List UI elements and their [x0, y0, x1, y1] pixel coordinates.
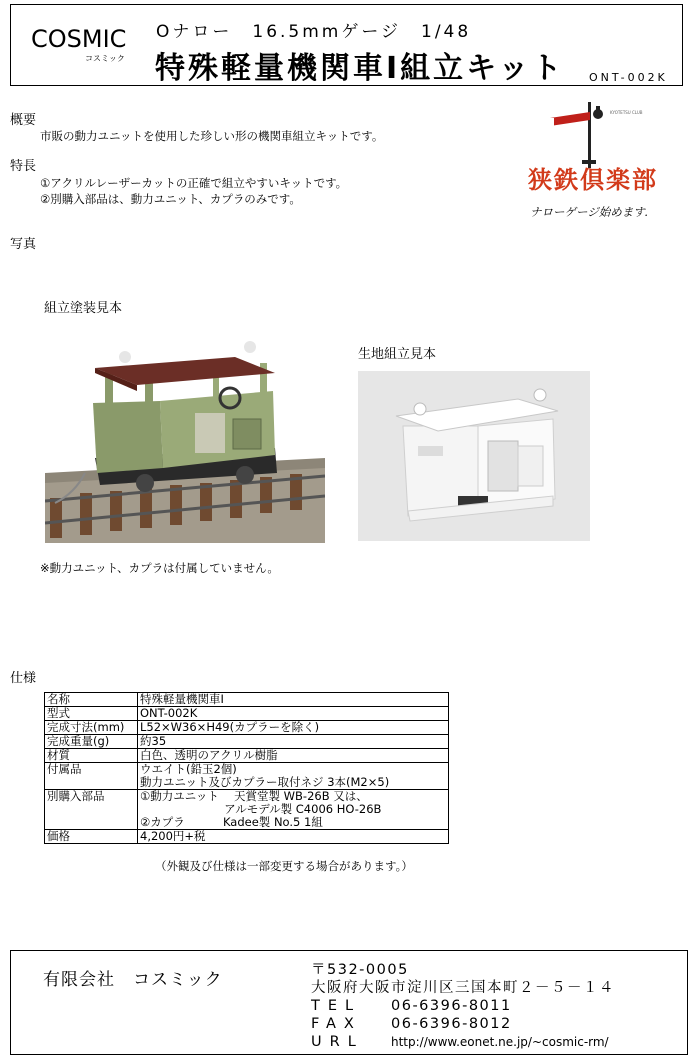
spec-value-line: アルモデル製 C4006 HO-26B: [140, 802, 382, 816]
spec-key: 付属品: [45, 763, 138, 790]
spec-note: （外観及び仕様は一部変更する場合があります。）: [155, 859, 413, 873]
spec-key: 完成寸法(mm): [45, 721, 138, 735]
overview-text: 市販の動力ユニットを使用した珍しい形の機関車組立キットです。: [40, 129, 384, 143]
svg-text:KYOTETSU CLUB: KYOTETSU CLUB: [610, 110, 643, 115]
postal-code: 〒532-0005: [311, 962, 409, 978]
footer-box: [10, 950, 688, 1055]
spec-key: 材質: [45, 749, 138, 763]
spec-value: ONT-002K: [138, 707, 449, 721]
table-row: [45, 749, 449, 763]
bare-caption: 生地組立見本: [358, 347, 437, 362]
header-box: [10, 4, 683, 86]
product-title: 特殊軽量機関車Ⅰ組立キット: [155, 51, 565, 86]
table-row: [45, 707, 449, 721]
table-row: [45, 721, 449, 735]
company-name: 有限会社 コスミック: [43, 970, 223, 990]
spec-value-line: ウエイト(鉛玉2個): [140, 762, 237, 776]
spec-key: 完成重量(g): [45, 735, 138, 749]
feature-item-2: ②別購入部品は、動力ユニット、カプラのみです。: [40, 192, 301, 206]
spec-key: 型式: [45, 707, 138, 721]
bare-model-photo: [358, 371, 590, 541]
logo-text: COSMIC: [31, 25, 127, 53]
spec-value: 4,200円+税: [138, 830, 449, 844]
painted-model-photo: [45, 333, 325, 543]
tel-label: TEL: [311, 998, 362, 1014]
spec-value: 白色、透明のアクリル樹脂: [138, 749, 449, 763]
spec-value: [138, 790, 449, 830]
features-heading: 特長: [10, 159, 37, 174]
table-row: [45, 790, 449, 830]
spec-value-line: ①動力ユニット 天賞堂製 WB-26B 又は、: [140, 789, 368, 803]
spec-value: [138, 763, 449, 790]
contact-block: [311, 961, 615, 1051]
fax-label: FAX: [311, 1016, 362, 1032]
url-link[interactable]: http://www.eonet.ne.jp/~cosmic-rm/: [391, 1035, 609, 1049]
spec-value: 約35: [138, 735, 449, 749]
cosmic-logo: [31, 25, 127, 63]
address: 大阪府大阪市淀川区三国本町２－５－１４: [311, 980, 615, 996]
spec-value: L52×W36×H49(カプラーを除く): [138, 721, 449, 735]
club-slogan: ナローゲージ始めます.: [530, 205, 649, 219]
spec-value: 特殊軽量機関車Ⅰ: [138, 693, 449, 707]
spec-value-line: 動力ユニット及びカプラー取付ネジ 3本(M2×5): [140, 775, 390, 789]
feature-item-1: ①アクリルレーザーカットの正確で組立やすいキットです。: [40, 176, 348, 190]
table-row: [45, 735, 449, 749]
club-name: 狭鉄倶楽部: [528, 165, 658, 194]
product-code: ONT-002K: [589, 71, 668, 84]
fax-row: [311, 1015, 615, 1033]
photos-heading: 写真: [10, 237, 37, 252]
photo-note: ※動力ユニット、カプラは付属していません。: [40, 561, 279, 575]
gauge-line: Oナロー 16.5mmゲージ 1/48: [156, 22, 472, 42]
table-row: [45, 763, 449, 790]
tel-number: 06-6396-8011: [391, 998, 512, 1014]
url-label: URL: [311, 1034, 364, 1050]
spec-table: [44, 692, 449, 844]
spec-key: 名称: [45, 693, 138, 707]
spec-key: 別購入部品: [45, 790, 138, 830]
overview-heading: 概要: [10, 113, 37, 128]
table-row: [45, 693, 449, 707]
tel-row: [311, 997, 615, 1015]
fax-number: 06-6396-8012: [391, 1016, 512, 1032]
spec-value-line: ②カプラ Kadee製 No.5 1組: [140, 815, 323, 829]
club-logo: [520, 100, 685, 225]
painted-caption: 組立塗装見本: [44, 301, 123, 316]
url-row: [311, 1033, 615, 1051]
logo-sub: コスミック: [85, 54, 125, 63]
specs-heading: 仕様: [10, 671, 37, 686]
table-row: [45, 830, 449, 844]
spec-key: 価格: [45, 830, 138, 844]
